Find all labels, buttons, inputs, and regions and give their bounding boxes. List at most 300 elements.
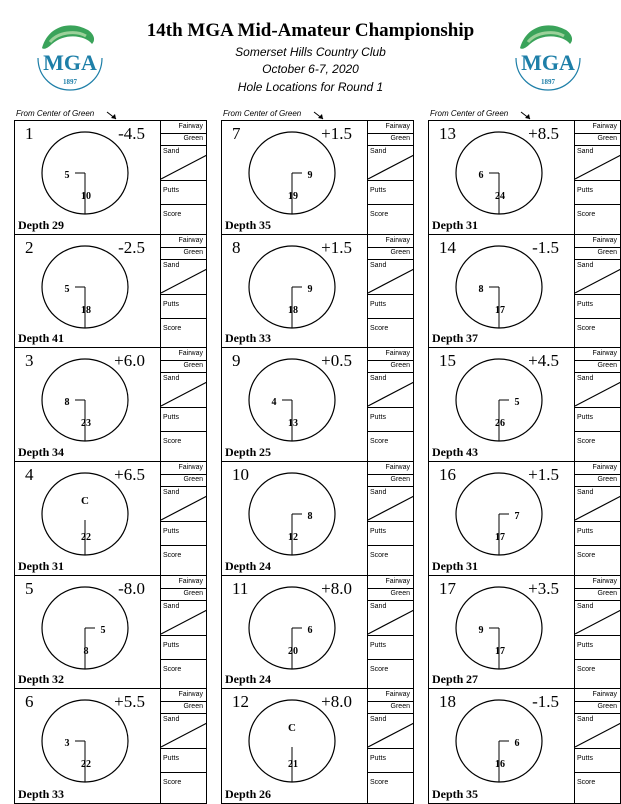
sand-row bbox=[575, 486, 620, 522]
green-depth bbox=[432, 218, 478, 233]
green-depth bbox=[18, 445, 64, 460]
green-depth bbox=[18, 672, 64, 687]
depth-label: Depth bbox=[18, 672, 50, 687]
depth-value: 25 bbox=[259, 445, 271, 460]
score-label: Score bbox=[370, 211, 389, 218]
elevation-adjustment: +8.0 bbox=[321, 578, 352, 598]
sand-diagonal bbox=[368, 145, 414, 180]
fairway-row: Fairway bbox=[575, 348, 620, 361]
sand-row bbox=[575, 372, 620, 408]
hole-cell bbox=[15, 348, 206, 462]
depth-value: 32 bbox=[52, 672, 64, 687]
putts-row bbox=[368, 635, 413, 660]
green-row: Green bbox=[368, 474, 413, 487]
depth-value: 24 bbox=[259, 558, 271, 573]
stats-box bbox=[367, 462, 413, 575]
sand-diagonal bbox=[161, 713, 207, 748]
fairway-row: Fairway bbox=[368, 689, 413, 702]
hole-cell bbox=[15, 462, 206, 576]
elevation-adjustment: -8.0 bbox=[118, 578, 145, 598]
depth-label: Depth bbox=[432, 217, 464, 232]
sand-diagonal bbox=[161, 486, 207, 521]
green-depth bbox=[225, 445, 271, 460]
sand-diagonal bbox=[575, 259, 621, 294]
depth-value: 31 bbox=[52, 558, 64, 573]
sand-label: Sand bbox=[577, 261, 594, 269]
depth-label: Depth bbox=[432, 787, 464, 802]
score-row bbox=[368, 318, 413, 348]
hole-number: 8 bbox=[232, 237, 241, 257]
sand-row bbox=[161, 372, 206, 408]
green-diagram bbox=[30, 697, 140, 787]
hole-number: 12 bbox=[232, 692, 249, 712]
depth-label: Depth bbox=[225, 331, 257, 346]
pin-right-value: 5 bbox=[514, 397, 520, 409]
score-row bbox=[161, 318, 206, 348]
hole-number: 10 bbox=[232, 465, 249, 485]
green-row: Green bbox=[368, 701, 413, 714]
green-row: Green bbox=[575, 474, 620, 487]
green-row: Green bbox=[575, 701, 620, 714]
hole-number: 6 bbox=[25, 692, 34, 712]
logo-text: MGA bbox=[521, 50, 575, 75]
sand-diagonal bbox=[368, 600, 414, 635]
hole-cell bbox=[222, 121, 413, 235]
depth-label: Depth bbox=[225, 787, 257, 802]
fairway-row: Fairway bbox=[161, 121, 206, 134]
pin-depth-value: 18 bbox=[288, 304, 298, 316]
green-depth bbox=[225, 218, 271, 233]
sand-label: Sand bbox=[577, 148, 594, 155]
putts-row bbox=[368, 521, 413, 546]
sand-row bbox=[161, 600, 206, 636]
stats-box bbox=[574, 235, 620, 348]
hole-grid bbox=[14, 120, 207, 804]
pin-depth-value: 17 bbox=[495, 645, 505, 657]
hole-number: 17 bbox=[439, 578, 456, 598]
green-diagram bbox=[444, 356, 554, 446]
pin-depth-value: 16 bbox=[495, 759, 505, 771]
hole-cell bbox=[222, 689, 413, 803]
hole-number: 9 bbox=[232, 351, 241, 371]
hole-cell bbox=[15, 121, 206, 235]
fairway-row: Fairway bbox=[368, 576, 413, 589]
score-row bbox=[368, 772, 413, 802]
score-row bbox=[575, 772, 620, 802]
pin-right-value: 9 bbox=[307, 283, 313, 295]
score-row bbox=[161, 659, 206, 689]
green-row: Green bbox=[161, 360, 206, 373]
putts-row bbox=[575, 180, 620, 205]
page-title: 14th MGA Mid-Amateur Championship bbox=[146, 20, 475, 41]
pin-depth-value: 10 bbox=[81, 191, 91, 202]
depth-value: 41 bbox=[52, 331, 64, 346]
green-depth bbox=[225, 331, 271, 346]
fairway-row: Fairway bbox=[368, 121, 413, 134]
depth-value: 31 bbox=[466, 217, 478, 232]
fairway-row: Fairway bbox=[575, 689, 620, 702]
stats-box bbox=[160, 348, 206, 461]
pin-depth-value: 21 bbox=[288, 759, 298, 771]
stats-box bbox=[367, 348, 413, 461]
depth-label: Depth bbox=[18, 217, 50, 232]
sand-diagonal bbox=[161, 259, 207, 294]
green-row: Green bbox=[161, 474, 206, 487]
green-row: Green bbox=[368, 247, 413, 260]
sand-label: Sand bbox=[163, 602, 180, 610]
pin-left-value: 6 bbox=[478, 170, 484, 181]
elevation-adjustment: +0.5 bbox=[321, 351, 352, 371]
depth-value: 24 bbox=[259, 672, 271, 687]
elevation-adjustment: -1.5 bbox=[532, 237, 559, 257]
green-row: Green bbox=[575, 247, 620, 260]
pin-right-value: 9 bbox=[307, 170, 313, 181]
pin-depth-value: 22 bbox=[81, 759, 91, 771]
pin-right-value: 5 bbox=[100, 624, 106, 636]
sand-diagonal bbox=[368, 486, 414, 521]
hole-cell bbox=[15, 576, 206, 690]
hole-number: 1 bbox=[25, 124, 34, 143]
sand-label: Sand bbox=[370, 489, 387, 497]
putts-row bbox=[575, 407, 620, 432]
depth-label: Depth bbox=[432, 445, 464, 460]
score-label: Score bbox=[163, 552, 182, 560]
fairway-row: Fairway bbox=[575, 121, 620, 134]
green-depth bbox=[18, 218, 64, 233]
elevation-adjustment: -4.5 bbox=[118, 124, 145, 143]
green-row: Green bbox=[368, 133, 413, 146]
sand-row bbox=[161, 259, 206, 295]
stats-box bbox=[367, 235, 413, 348]
putts-label: Putts bbox=[577, 528, 593, 536]
score-label: Score bbox=[577, 211, 596, 218]
pin-depth-value: 22 bbox=[81, 532, 91, 544]
fairway-row: Fairway bbox=[575, 235, 620, 248]
score-label: Score bbox=[370, 779, 389, 787]
stats-box bbox=[574, 462, 620, 575]
fairway-row: Fairway bbox=[161, 689, 206, 702]
pin-depth-value: 12 bbox=[288, 532, 298, 544]
putts-row bbox=[368, 180, 413, 205]
logo-year: 1897 bbox=[541, 78, 555, 86]
putts-row bbox=[575, 521, 620, 546]
stats-box bbox=[574, 689, 620, 803]
putts-row bbox=[575, 748, 620, 773]
depth-value: 34 bbox=[52, 445, 64, 460]
putts-label: Putts bbox=[163, 187, 179, 194]
sand-label: Sand bbox=[577, 375, 594, 383]
sand-diagonal bbox=[161, 372, 207, 407]
green-row: Green bbox=[161, 133, 206, 146]
green-diagram bbox=[237, 356, 347, 446]
sand-row bbox=[368, 486, 413, 522]
score-row bbox=[575, 659, 620, 689]
elevation-adjustment: +3.5 bbox=[528, 578, 559, 598]
sand-label: Sand bbox=[577, 602, 594, 610]
sand-row bbox=[368, 372, 413, 408]
putts-row bbox=[368, 748, 413, 773]
hole-cell bbox=[222, 348, 413, 462]
depth-label: Depth bbox=[18, 787, 50, 802]
elevation-adjustment: +8.0 bbox=[321, 692, 352, 712]
putts-row bbox=[161, 635, 206, 660]
pin-right-value: 7 bbox=[514, 511, 520, 523]
sand-label: Sand bbox=[577, 489, 594, 497]
hole-cell bbox=[222, 235, 413, 349]
stats-box bbox=[160, 121, 206, 234]
sand-diagonal bbox=[368, 259, 414, 294]
score-row bbox=[368, 545, 413, 575]
score-row bbox=[368, 659, 413, 689]
elevation-adjustment: +4.5 bbox=[528, 351, 559, 371]
putts-row bbox=[368, 407, 413, 432]
stats-box bbox=[160, 576, 206, 689]
depth-value: 26 bbox=[259, 787, 271, 802]
fairway-row: Fairway bbox=[575, 576, 620, 589]
sand-label: Sand bbox=[163, 148, 180, 155]
putts-label: Putts bbox=[577, 414, 593, 422]
depth-value: 31 bbox=[466, 558, 478, 573]
sand-label: Sand bbox=[163, 261, 180, 269]
sand-label: Sand bbox=[163, 489, 180, 497]
pin-depth-value: 24 bbox=[495, 191, 505, 202]
score-label: Score bbox=[370, 552, 389, 560]
depth-label: Depth bbox=[432, 558, 464, 573]
green-diagram bbox=[444, 584, 554, 674]
pin-left-value: 8 bbox=[64, 397, 70, 409]
fairway-row: Fairway bbox=[161, 576, 206, 589]
putts-row bbox=[368, 294, 413, 319]
putts-label: Putts bbox=[370, 641, 386, 649]
hole-number: 4 bbox=[25, 465, 34, 485]
putts-label: Putts bbox=[163, 300, 179, 308]
sand-diagonal bbox=[161, 145, 207, 180]
green-diagram bbox=[237, 243, 347, 333]
pin-left-value: 5 bbox=[64, 283, 70, 295]
elevation-adjustment: +1.5 bbox=[528, 465, 559, 485]
sand-label: Sand bbox=[163, 716, 180, 724]
elevation-adjustment: +1.5 bbox=[321, 237, 352, 257]
hole-cell bbox=[15, 235, 206, 349]
green-diagram bbox=[237, 697, 347, 787]
green-diagram bbox=[444, 243, 554, 333]
sand-row bbox=[575, 600, 620, 636]
sand-row bbox=[575, 145, 620, 181]
pin-depth-value: 13 bbox=[288, 418, 298, 430]
green-depth bbox=[225, 672, 271, 687]
elevation-adjustment: +5.5 bbox=[114, 692, 145, 712]
sand-diagonal bbox=[161, 600, 207, 635]
depth-label: Depth bbox=[225, 672, 257, 687]
sand-row bbox=[575, 713, 620, 749]
putts-row bbox=[575, 635, 620, 660]
hole-grid bbox=[221, 120, 414, 804]
elevation-adjustment: +8.5 bbox=[528, 124, 559, 143]
pin-right-value: 6 bbox=[307, 624, 313, 636]
dates-text: October 6-7, 2020 bbox=[262, 62, 359, 76]
score-label: Score bbox=[577, 779, 596, 787]
sand-diagonal bbox=[368, 372, 414, 407]
stats-box bbox=[160, 235, 206, 348]
putts-row bbox=[161, 748, 206, 773]
putts-label: Putts bbox=[370, 187, 386, 194]
stats-box bbox=[367, 576, 413, 689]
sand-diagonal bbox=[575, 145, 621, 180]
depth-value: 35 bbox=[466, 787, 478, 802]
depth-value: 29 bbox=[52, 217, 64, 232]
putts-row bbox=[161, 180, 206, 205]
green-diagram bbox=[30, 129, 140, 219]
putts-label: Putts bbox=[577, 187, 593, 194]
fairway-row: Fairway bbox=[161, 348, 206, 361]
putts-row bbox=[575, 294, 620, 319]
stats-box bbox=[160, 462, 206, 575]
score-label: Score bbox=[577, 438, 596, 446]
pin-left-value: 9 bbox=[478, 624, 484, 636]
score-label: Score bbox=[370, 438, 389, 446]
depth-label: Depth bbox=[432, 331, 464, 346]
score-row bbox=[161, 204, 206, 234]
from-center-label: From Center of Green bbox=[16, 109, 95, 118]
score-row bbox=[575, 318, 620, 348]
depth-value: 43 bbox=[466, 445, 478, 460]
green-depth bbox=[432, 331, 478, 346]
score-row bbox=[575, 545, 620, 575]
depth-label: Depth bbox=[18, 558, 50, 573]
hole-cell bbox=[429, 576, 620, 690]
pin-depth-value: 26 bbox=[495, 418, 505, 430]
score-label: Score bbox=[577, 665, 596, 673]
depth-value: 33 bbox=[259, 331, 271, 346]
depth-label: Depth bbox=[225, 445, 257, 460]
putts-label: Putts bbox=[370, 414, 386, 422]
green-depth bbox=[432, 672, 478, 687]
venue-text: Somerset Hills Country Club bbox=[235, 45, 386, 59]
sand-row bbox=[161, 145, 206, 181]
elevation-adjustment: +1.5 bbox=[321, 124, 352, 143]
score-label: Score bbox=[370, 324, 389, 332]
green-diagram bbox=[30, 356, 140, 446]
hole-number: 18 bbox=[439, 692, 456, 712]
hole-cell bbox=[429, 121, 620, 235]
hole-cell bbox=[222, 576, 413, 690]
sand-row bbox=[161, 713, 206, 749]
stats-box bbox=[160, 689, 206, 803]
sand-row bbox=[161, 486, 206, 522]
putts-label: Putts bbox=[577, 641, 593, 649]
fairway-row: Fairway bbox=[368, 348, 413, 361]
sand-row bbox=[368, 259, 413, 295]
pin-depth-value: 20 bbox=[288, 645, 298, 657]
sand-label: Sand bbox=[370, 602, 387, 610]
from-center-label: From Center of Green bbox=[223, 109, 302, 118]
stats-box bbox=[367, 689, 413, 803]
hole-number: 15 bbox=[439, 351, 456, 371]
pin-left-value: 8 bbox=[478, 283, 484, 295]
score-row bbox=[161, 545, 206, 575]
sand-label: Sand bbox=[370, 261, 387, 269]
pin-center-value: C bbox=[81, 495, 89, 508]
score-label: Score bbox=[577, 552, 596, 560]
green-diagram bbox=[30, 584, 140, 674]
depth-label: Depth bbox=[225, 558, 257, 573]
sand-diagonal bbox=[575, 600, 621, 635]
pin-right-value: 6 bbox=[514, 738, 520, 750]
depth-value: 35 bbox=[259, 217, 271, 232]
green-depth bbox=[432, 559, 478, 574]
round-text: Hole Locations for Round 1 bbox=[237, 80, 384, 94]
green-row: Green bbox=[161, 588, 206, 601]
green-depth bbox=[432, 445, 478, 460]
score-row bbox=[161, 772, 206, 802]
depth-label: Depth bbox=[432, 672, 464, 687]
putts-row bbox=[161, 294, 206, 319]
sand-label: Sand bbox=[370, 716, 387, 724]
green-diagram bbox=[237, 129, 347, 219]
sand-row bbox=[368, 713, 413, 749]
elevation-adjustment: -2.5 bbox=[118, 237, 145, 257]
sand-diagonal bbox=[575, 372, 621, 407]
elevation-adjustment: -1.5 bbox=[532, 692, 559, 712]
stats-box bbox=[574, 121, 620, 234]
sand-row bbox=[368, 600, 413, 636]
pin-left-value: 3 bbox=[64, 738, 70, 750]
hole-cell bbox=[429, 235, 620, 349]
score-row bbox=[575, 431, 620, 461]
green-row: Green bbox=[161, 247, 206, 260]
putts-label: Putts bbox=[577, 755, 593, 763]
putts-row bbox=[161, 521, 206, 546]
score-label: Score bbox=[163, 665, 182, 673]
stats-box bbox=[574, 348, 620, 461]
score-label: Score bbox=[163, 438, 182, 446]
fairway-row: Fairway bbox=[368, 235, 413, 248]
pin-center-value: C bbox=[288, 722, 296, 735]
pin-depth-value: 17 bbox=[495, 304, 505, 316]
hole-number: 16 bbox=[439, 465, 456, 485]
hole-cell bbox=[429, 462, 620, 576]
pin-depth-value: 19 bbox=[288, 191, 298, 202]
pin-depth-value: 18 bbox=[81, 304, 91, 316]
sand-row bbox=[575, 259, 620, 295]
pin-depth-value: 8 bbox=[83, 645, 89, 657]
score-label: Score bbox=[163, 211, 182, 218]
hole-cell bbox=[15, 689, 206, 803]
score-label: Score bbox=[370, 665, 389, 673]
pin-left-value: 5 bbox=[64, 170, 70, 181]
stats-box bbox=[574, 576, 620, 689]
pin-depth-value: 23 bbox=[81, 418, 91, 430]
green-depth bbox=[18, 331, 64, 346]
green-diagram bbox=[30, 470, 140, 560]
green-diagram bbox=[444, 470, 554, 560]
green-row: Green bbox=[575, 133, 620, 146]
pin-left-value: 4 bbox=[271, 397, 277, 409]
green-diagram bbox=[237, 584, 347, 674]
putts-label: Putts bbox=[577, 300, 593, 308]
hole-number: 14 bbox=[439, 237, 456, 257]
depth-label: Depth bbox=[18, 445, 50, 460]
pin-depth-value: 17 bbox=[495, 532, 505, 544]
putts-label: Putts bbox=[163, 641, 179, 649]
green-row: Green bbox=[368, 360, 413, 373]
logo-text: MGA bbox=[43, 50, 97, 75]
score-row bbox=[575, 204, 620, 234]
green-row: Green bbox=[575, 588, 620, 601]
score-row bbox=[161, 431, 206, 461]
fairway-row: Fairway bbox=[161, 462, 206, 475]
sand-label: Sand bbox=[577, 716, 594, 724]
